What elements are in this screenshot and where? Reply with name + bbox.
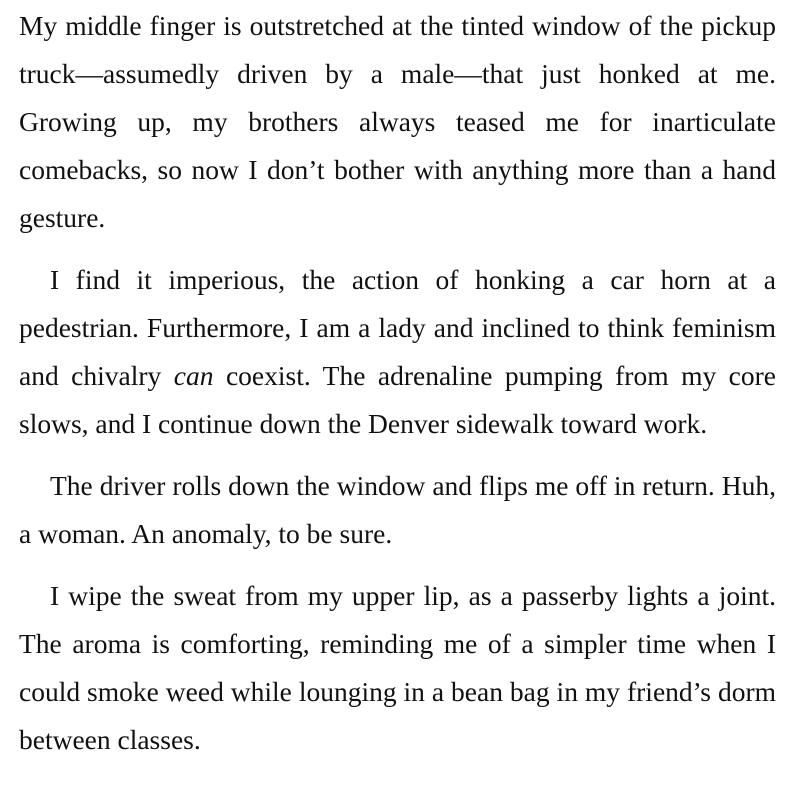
emphasis-can: can (173, 360, 214, 391)
paragraph-2-text-end: coexist. The adrenaline pumping from my core slows, and I continue down the Denver sidewalk toward work. (19, 360, 776, 439)
paragraph-2 (19, 256, 776, 448)
paragraph-1: My middle finger is outstretched at the tinted window of the pickup truck—assumedly driven by a male—that just honked at me. Growing up, my brothers always teased me for inarticulate comebacks, so now I don’t bother with anything more than a hand gesture. (19, 10, 776, 233)
paragraph-2-text-start: I find it imperious, the action of honking a car horn at a pedestrian. Furthermore, I am a lady and inclined to think feminism and chivalry (19, 264, 776, 391)
paragraph-3: The driver rolls down the window and flips me off in return. Huh, a woman. An anomaly, to be sure. (19, 470, 776, 549)
paragraph-4: I wipe the sweat from my upper lip, as a passerby lights a joint. The aroma is comforting, reminding me of a simpler time when I could smoke weed while lounging in a bean bag in my friend’s dorm between classes. (19, 580, 776, 755)
